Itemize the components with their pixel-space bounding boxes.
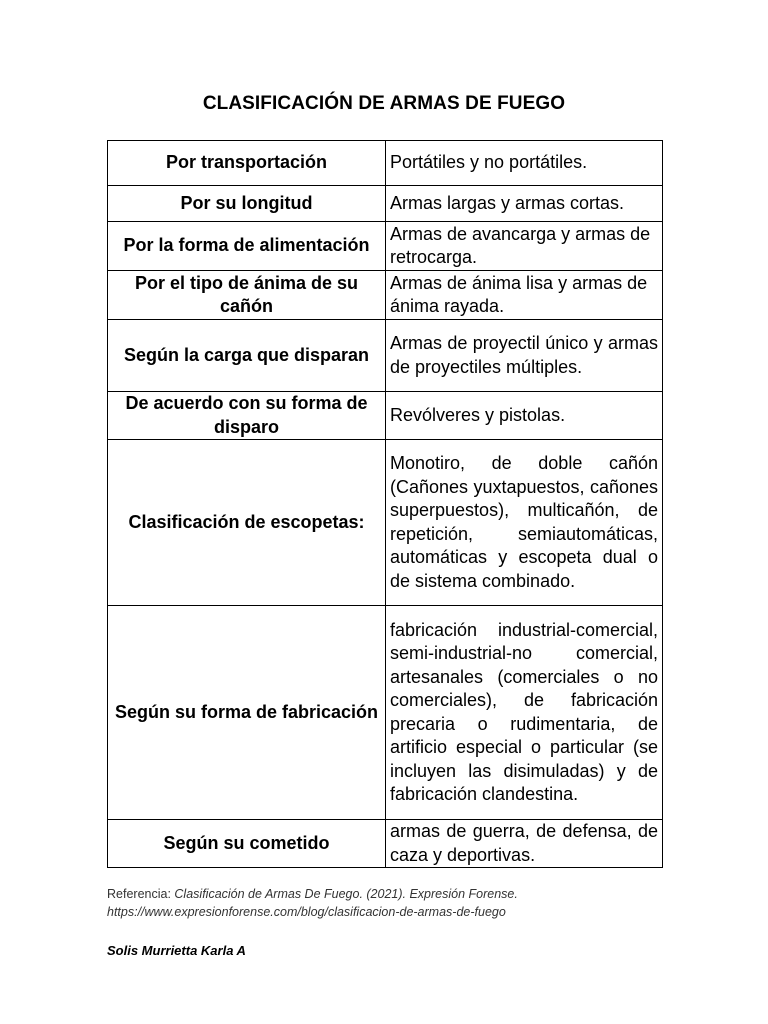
document-title: CLASIFICACIÓN DE ARMAS DE FUEGO bbox=[202, 93, 566, 114]
description-cell: Portátiles y no portátiles. bbox=[386, 141, 663, 186]
description-cell: fabricación industrial-comercial, semi-industrial-no comercial, artesanales (comerciales o no comerciales), de fabricación precaria o rudimentaria, de artificio especial o particular (se incluyen las disimuladas) y de fabricación clandestina. bbox=[386, 606, 663, 820]
classification-table bbox=[107, 140, 663, 868]
table-row bbox=[108, 222, 663, 271]
description-cell: Revólveres y pistolas. bbox=[386, 392, 663, 440]
category-cell: Por el tipo de ánima de su cañón bbox=[108, 271, 386, 320]
reference-prefix: Referencia: bbox=[107, 887, 175, 901]
category-cell: Según su forma de fabricación bbox=[108, 606, 386, 820]
description-cell: Armas de proyectil único y armas de proyectiles múltiples. bbox=[386, 320, 663, 392]
description-cell: Armas de avancarga y armas de retrocarga. bbox=[386, 222, 663, 271]
category-cell: Por la forma de alimentación bbox=[108, 222, 386, 271]
category-cell: Por su longitud bbox=[108, 186, 386, 222]
category-cell: Según su cometido bbox=[108, 820, 386, 868]
reference-note bbox=[107, 885, 707, 921]
category-cell: Clasificación de escopetas: bbox=[108, 440, 386, 606]
category-cell: De acuerdo con su forma de disparo bbox=[108, 392, 386, 440]
table-row bbox=[108, 141, 663, 186]
description-cell: Armas largas y armas cortas. bbox=[386, 186, 663, 222]
category-cell: Según la carga que disparan bbox=[108, 320, 386, 392]
table-row bbox=[108, 440, 663, 606]
table-row bbox=[108, 392, 663, 440]
table-row bbox=[108, 271, 663, 320]
description-cell: Armas de ánima lisa y armas de ánima rayada. bbox=[386, 271, 663, 320]
reference-url: https://www.expresionforense.com/blog/clasificacion-de-armas-de-fuego bbox=[107, 905, 506, 919]
table-row bbox=[108, 820, 663, 868]
description-cell: armas de guerra, de defensa, de caza y deportivas. bbox=[386, 820, 663, 868]
description-cell: Monotiro, de doble cañón (Cañones yuxtapuestos, cañones superpuestos), multicañón, de repetición, semiautomáticas, automáticas y escopeta dual o de sistema combinado. bbox=[386, 440, 663, 606]
reference-citation: Clasificación de Armas De Fuego. (2021). Expresión Forense. bbox=[174, 887, 518, 901]
table-row bbox=[108, 606, 663, 820]
author-name: Solis Murrietta Karla A bbox=[107, 943, 246, 958]
category-cell: Por transportación bbox=[108, 141, 386, 186]
table-row bbox=[108, 186, 663, 222]
table-row bbox=[108, 320, 663, 392]
